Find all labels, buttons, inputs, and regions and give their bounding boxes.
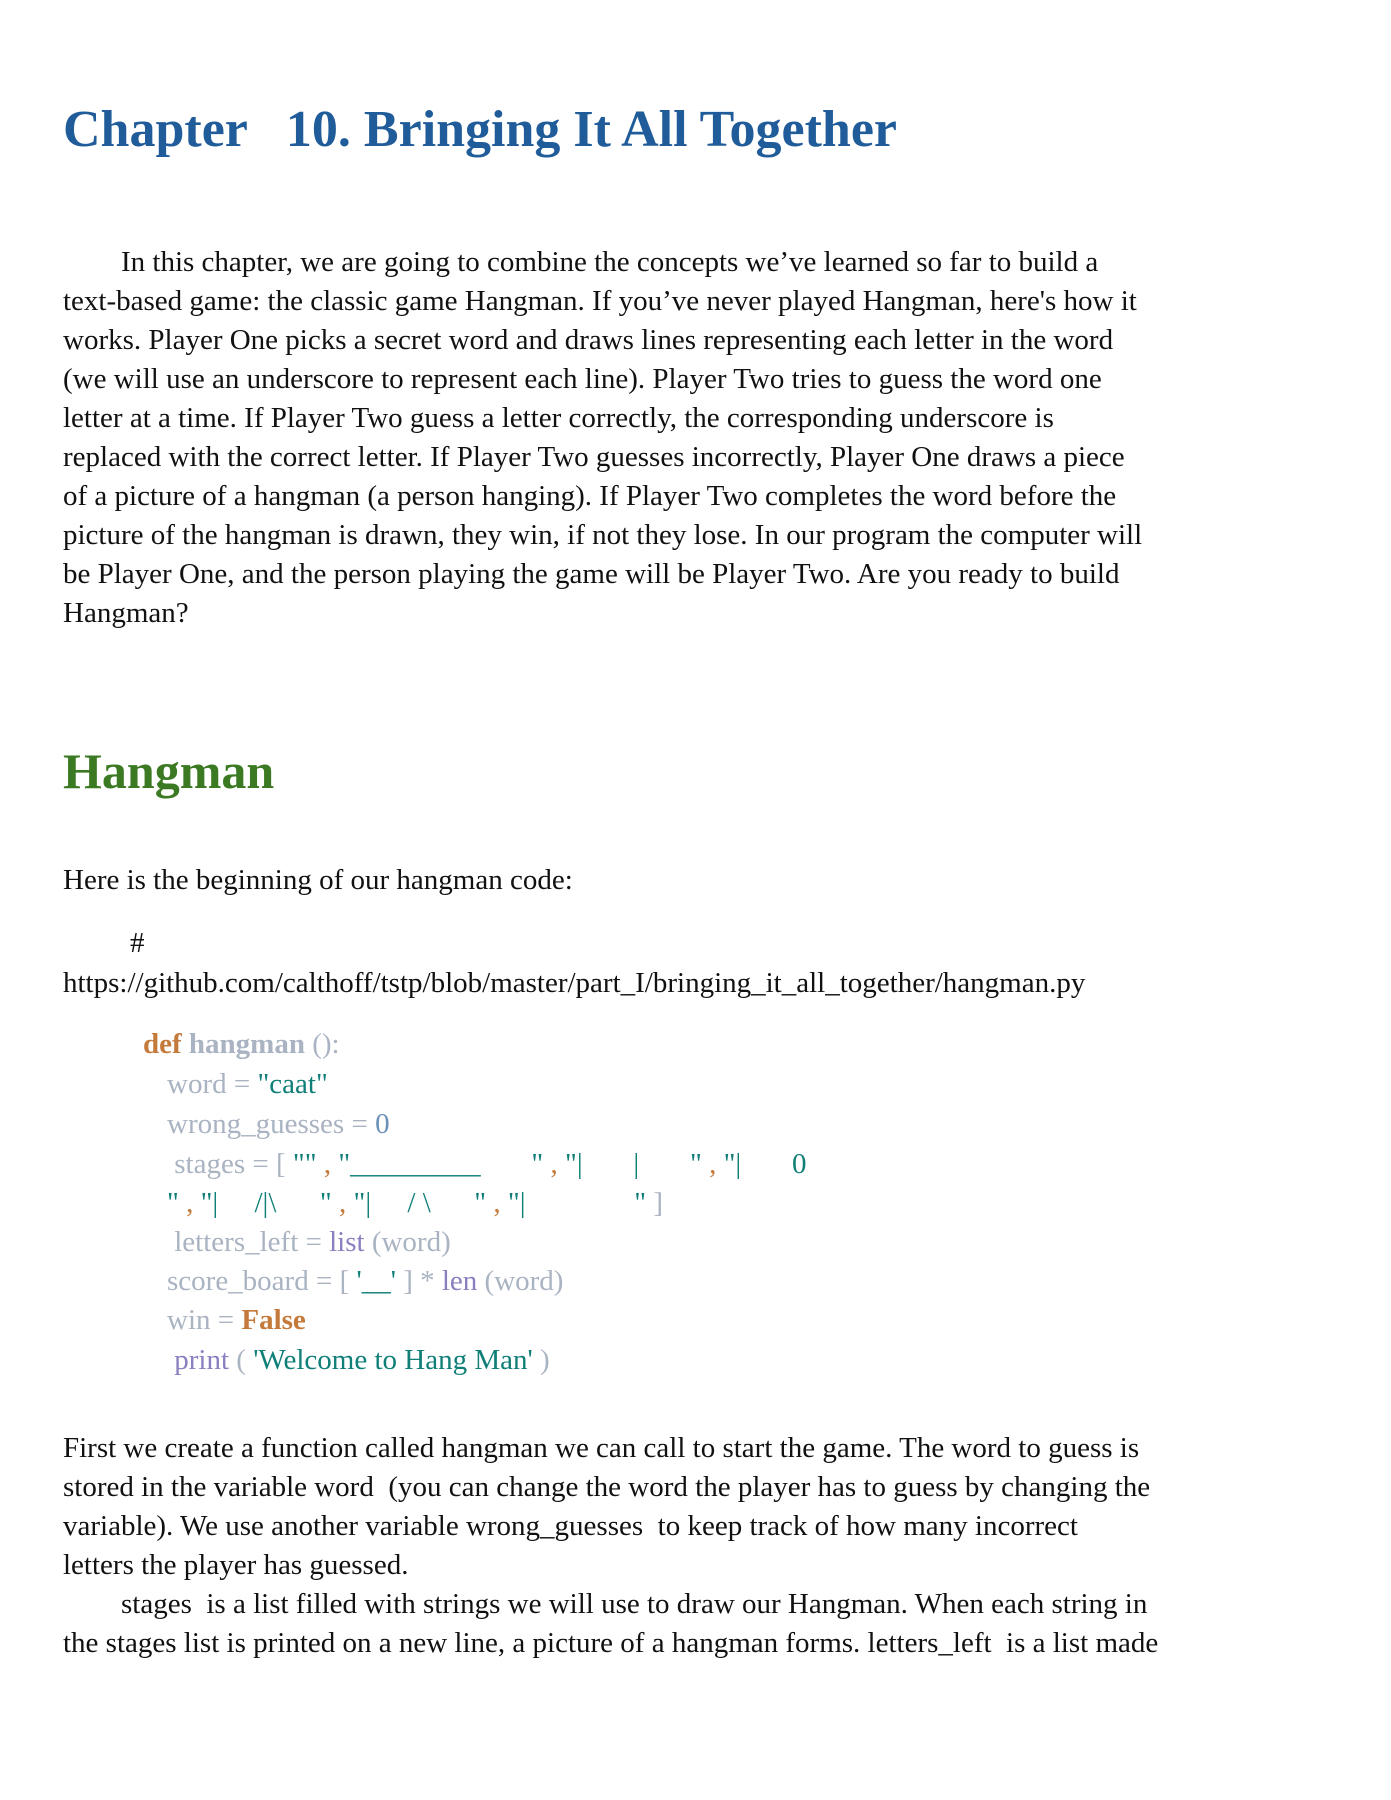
- lead-text: Here is the beginning of our hangman code:: [63, 864, 573, 896]
- intro-line: works. Player One picks a secret word and draws lines representing each letter in the word: [63, 324, 1114, 356]
- intro-line: replaced with the correct letter. If Player Two guesses incorrectly, Player One draws a piece: [63, 441, 1125, 473]
- source-url: https://github.com/calthoff/tstp/blob/master/part_I/bringing_it_all_together/hangman.py: [63, 967, 1086, 999]
- intro-line: In this chapter, we are going to combine the concepts we’ve learned so far to build a: [63, 246, 1099, 278]
- code-builtin: list: [329, 1226, 365, 1258]
- body-line: First we create a function called hangman we can call to start the game. The word to guess is: [63, 1432, 1140, 1464]
- code-text: stages = [: [167, 1148, 293, 1180]
- code-comment-hash: #: [130, 927, 145, 959]
- intro-line: letter at a time. If Player Two guess a letter correctly, the corresponding underscore is: [63, 402, 1054, 434]
- code-string: "| ": [507, 1187, 647, 1219]
- code-comma: ,: [331, 1187, 354, 1219]
- intro-line: of a picture of a hangman (a person hanging). If Player Two completes the word before the: [63, 480, 1117, 512]
- code-string: "": [292, 1148, 317, 1180]
- body-line: the stages list is printed on a new line, a picture of a hangman forms. letters_left is a list made: [63, 1627, 1159, 1659]
- code-text: score_board = [: [167, 1265, 357, 1297]
- code-string: "| /|\ ": [200, 1187, 332, 1219]
- intro-line: (we will use an underscore to represent each line). Player Two tries to guess the word one: [63, 363, 1102, 395]
- code-string: "| 0: [723, 1148, 807, 1180]
- code-function-name: hangman: [188, 1028, 305, 1060]
- code-comma: ,: [486, 1187, 508, 1219]
- code-text: word =: [167, 1068, 258, 1100]
- code-text: wrong_guesses =: [167, 1108, 376, 1140]
- intro-line: Hangman?: [63, 597, 189, 629]
- body-line: stored in the variable word (you can change the word the player has to guess by changing the: [63, 1471, 1151, 1503]
- code-text: ]: [646, 1187, 664, 1219]
- code-comma: ,: [543, 1148, 566, 1180]
- code-string: '__': [356, 1265, 396, 1297]
- code-string: "| | ": [565, 1148, 702, 1180]
- code-keyword: False: [241, 1304, 306, 1336]
- code-keyword: def: [143, 1028, 182, 1060]
- code-comma: ,: [316, 1148, 339, 1180]
- code-string: ": [167, 1187, 179, 1219]
- body-line: stages is a list filled with strings we will use to draw our Hangman. When each string in: [63, 1588, 1148, 1620]
- code-text: letters_left =: [167, 1226, 330, 1258]
- code-text: ] *: [395, 1265, 442, 1297]
- chapter-title: Chapter 10. Bringing It All Together: [63, 101, 898, 158]
- code-string: "caat": [257, 1068, 328, 1100]
- code-string: 'Welcome to Hang Man': [253, 1344, 533, 1376]
- code-string: "_________ ": [338, 1148, 544, 1180]
- code-text: win =: [167, 1304, 242, 1336]
- code-comma: ,: [701, 1148, 724, 1180]
- code-text: (: [229, 1344, 254, 1376]
- section-heading: Hangman: [63, 743, 275, 799]
- body-line: variable). We use another variable wrong_guesses to keep track of how many incorrect: [63, 1510, 1078, 1542]
- code-builtin: len: [441, 1265, 478, 1297]
- code-text: (word): [364, 1226, 451, 1258]
- intro-line: picture of the hangman is drawn, they win, if not they lose. In our program the computer will: [63, 519, 1143, 551]
- code-number: 0: [375, 1108, 390, 1140]
- code-comma: ,: [178, 1187, 201, 1219]
- intro-line: be Player One, and the person playing the game will be Player Two. Are you ready to build: [63, 558, 1120, 590]
- code-text: (word): [477, 1265, 564, 1297]
- code-string: "| / \ ": [353, 1187, 487, 1219]
- code-text: ): [532, 1344, 550, 1376]
- body-line: letters the player has guessed.: [63, 1549, 409, 1581]
- code-builtin: print: [167, 1344, 230, 1376]
- intro-line: text-based game: the classic game Hangman. If you’ve never played Hangman, here's how it: [63, 285, 1137, 317]
- code-text: ():: [304, 1028, 340, 1060]
